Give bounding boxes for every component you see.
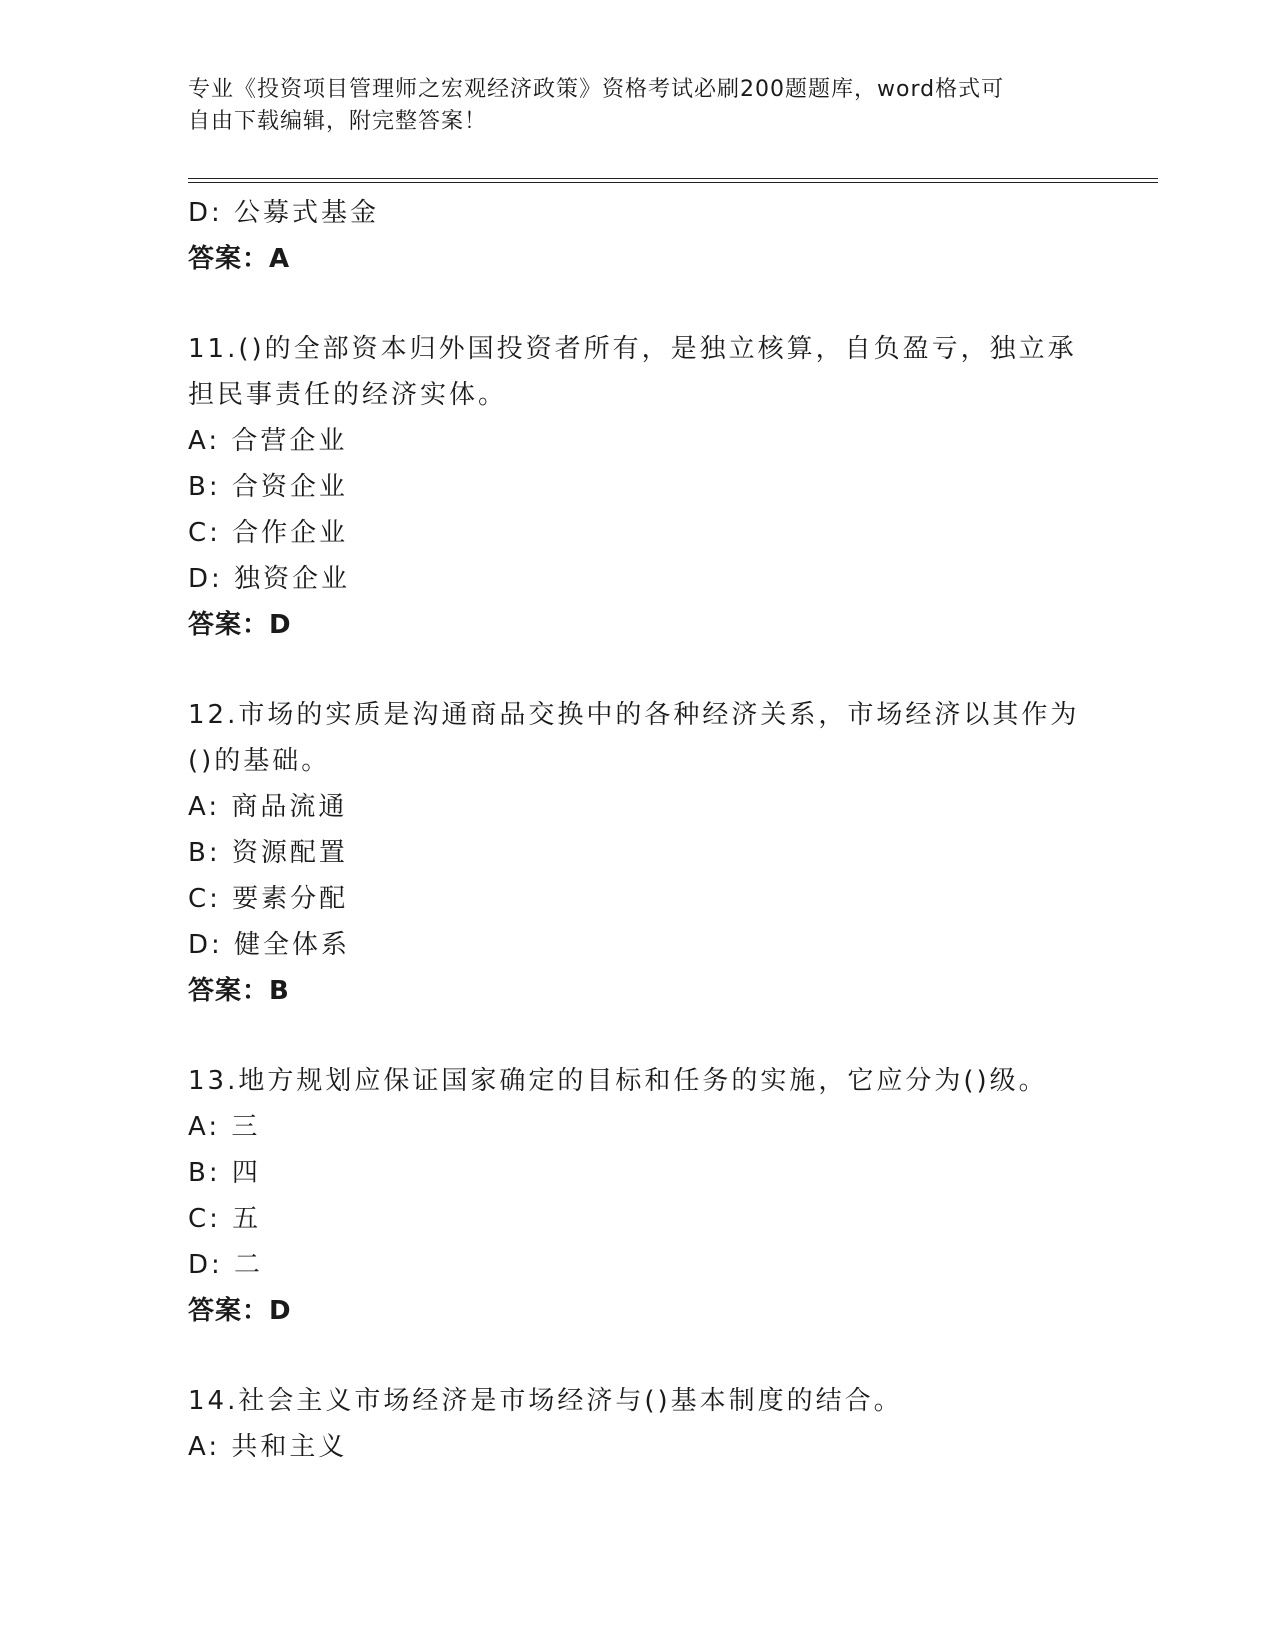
option-c: C: 合作企业 xyxy=(188,518,349,548)
header-line-1: 专业《投资项目管理师之宏观经济政策》资格考试必刷200题题库，word格式可 xyxy=(188,77,1005,102)
question-11 xyxy=(188,326,1088,648)
question-text-line-2: ()的基础。 xyxy=(188,746,331,776)
option-b: B: 四 xyxy=(188,1158,261,1188)
option-c: C: 五 xyxy=(188,1204,262,1234)
option-b: B: 资源配置 xyxy=(188,838,348,868)
question-12 xyxy=(188,692,1088,1014)
option-d: D: 公募式基金 xyxy=(188,198,380,228)
question-14 xyxy=(188,1378,1088,1470)
option-a: A: 商品流通 xyxy=(188,792,348,822)
question-text-line-1: 11.()的全部资本归外国投资者所有，是独立核算，自负盈亏，独立承 xyxy=(188,334,1077,364)
question-text-line-1: 13.地方规划应保证国家确定的目标和任务的实施，它应分为()级。 xyxy=(188,1066,1048,1096)
option-a: A: 共和主义 xyxy=(188,1432,348,1462)
option-d: D: 二 xyxy=(188,1250,264,1280)
question-13 xyxy=(188,1058,1088,1334)
question-10-tail xyxy=(188,190,1088,282)
answer: 答案：D xyxy=(188,1296,292,1326)
answer: 答案：A xyxy=(188,244,291,274)
option-a: A: 合营企业 xyxy=(188,426,348,456)
question-text-line-2: 担民事责任的经济实体。 xyxy=(188,380,508,410)
option-d: D: 独资企业 xyxy=(188,564,351,594)
question-list xyxy=(188,190,1088,1470)
question-text-line-1: 14.社会主义市场经济是市场经济与()基本制度的结合。 xyxy=(188,1386,903,1416)
header-divider xyxy=(188,178,1158,183)
option-a: A: 三 xyxy=(188,1112,261,1142)
answer: 答案：B xyxy=(188,976,290,1006)
answer: 答案：D xyxy=(188,610,292,640)
page-header xyxy=(188,74,1088,138)
option-d: D: 健全体系 xyxy=(188,930,351,960)
option-c: C: 要素分配 xyxy=(188,884,349,914)
header-line-2: 自由下载编辑，附完整答案！ xyxy=(188,109,488,134)
question-text-line-1: 12.市场的实质是沟通商品交换中的各种经济关系，市场经济以其作为 xyxy=(188,700,1080,730)
option-b: B: 合资企业 xyxy=(188,472,348,502)
